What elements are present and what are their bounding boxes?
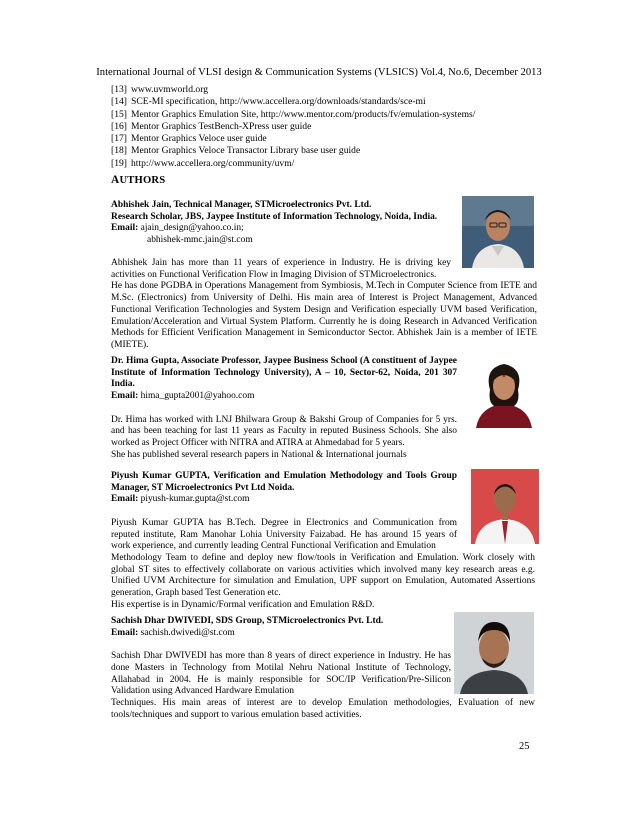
reference-item: [16] Mentor Graphics TestBench-XPress user guide — [111, 120, 312, 132]
running-header: International Journal of VLSI design & Communication Systems (VLSICS) Vol.4, No.6, December 2013 — [96, 67, 542, 78]
author-email: Email: sachish.dwivedi@st.com — [111, 627, 235, 638]
reference-item: [14] SCE-MI specification, http://www.accellera.org/downloads/standards/sce-mi — [111, 96, 426, 108]
page-number: 25 — [519, 741, 530, 752]
author-block-4 — [111, 616, 451, 698]
reference-item: [18] Mentor Graphics Veloce Transactor Library base user guide — [111, 145, 361, 157]
author-photo-abhishek-jain — [462, 196, 534, 268]
reference-item: [19] http://www.accellera.org/community/uvm/ — [111, 157, 295, 169]
author-photo-piyush-gupta — [471, 469, 539, 544]
author-bio: Piyush Kumar GUPTA has B.Tech. Degree in Electronics and Communication from reputed institute, Ram Manohar Lohia University Faizabad. He has around 15 years of work experience, and currently leading Central Functional Verification and Emulation — [111, 517, 457, 552]
author-bio-last: She has published several research papers in National & International journals — [111, 449, 407, 460]
author-email: Email: ajain_design@yahoo.co.in; — [111, 223, 244, 234]
author-bio-3: Methodology Team to define and deploy new flow/tools in Verification and Emulation. Work closely with global ST sites to effectively collaborate on various activities which involved many key research areas e.g. Unified UVM Architecture for simulation and Emulation, UPF support on Emulation, Automated Assertions generation, Graph based Test Generation etc. His expertise is in Dynamic/Formal verification and Emulation R&D. — [111, 552, 535, 610]
reference-list — [111, 84, 541, 170]
author-bio: Sachish Dhar DWIVEDI has more than 8 years of direct experience in Industry. He has done Masters in Technology from Motilal Nehru National Institute of Technology, Allahabad in 2004. He is mainly responsible for SOC/IP Verification/Pre-Silicon Validation using Advanced Hardware Emulation — [111, 651, 451, 697]
author-photo-sachish-dwivedi — [454, 612, 534, 694]
reference-item: [15] Mentor Graphics Emulation Site, http://www.mentor.com/products/fv/emulation-systems/ — [111, 108, 476, 120]
author-bio-4: Techniques. His main areas of interest are to develop Emulation methodologies, Evaluation of new tools/techniques and support to various emulation based activities. — [111, 697, 535, 720]
author-name-line: Dr. Hima Gupta, Associate Professor, Jaypee Business School (A constituent of Jaypee Institute of Information Technology University), A – 10, Sector-62, Noida, 201 307 India. — [111, 356, 457, 390]
author-name-line: Sachish Dhar DWIVEDI, SDS Group, STMicroelectronics Pvt. Ltd. — [111, 616, 384, 626]
reference-item: [13] www.uvmworld.org — [111, 84, 209, 95]
author-photo-hima-gupta — [470, 354, 538, 428]
author-block-3 — [111, 471, 457, 553]
author-bio-1: He has done PGDBA in Operations Management from Symbiosis, M.Tech in Computer Science from IETE and M.Sc. (Electronics) from University of Delhi. His main area of Interest is Project Management, Advanced Functional Verification Technologies and System Design and Verification especially UVM based Verification, Emulation/Acceleration and Virtual System Platform. Currently he is doing Research in Advanced Verification Methods for Efficient Verification Management in Semiconductor Sector. Abhishek Jain is a member of IETE (MIETE). — [111, 281, 537, 350]
author-block-2 — [111, 356, 457, 461]
author-block-1 — [111, 200, 455, 247]
author-bio: Dr. Hima has worked with LNJ Bhilwara Group & Bakshi Group of Companies for 5 yrs. and has been teaching for last 11 years as Faculty in reputed Business Schools. She also worked as Project Officer with NITRA and ATIRA at Ahmedabad for 5 years. — [111, 414, 457, 448]
author-email: Email: hima_gupta2001@yahoo.com — [111, 391, 255, 402]
author-affiliation: Research Scholar, JBS, Jaypee Institute of Information Technology, Noida, India. — [111, 211, 438, 222]
reference-item: [17] Mentor Graphics Veloce user guide — [111, 133, 267, 145]
author-bio-1-top: Abhishek Jain has more than 11 years of experience in Industry. He is driving key activities on Functional Verification Flow in Imaging Division of STMicroelectronics. — [111, 258, 451, 280]
author-name-line: Abhishek Jain, Technical Manager, STMicroelectronics Pvt. Ltd. — [111, 200, 372, 210]
author-email-secondary: abhishek-mmc.jain@st.com — [147, 235, 253, 246]
authors-heading: AUTHORS — [111, 174, 166, 186]
author-email: Email: piyush-kumar.gupta@st.com — [111, 494, 250, 505]
author-name-line: Piyush Kumar GUPTA, Verification and Emulation Methodology and Tools Group Manager, ST Microelectronics Pvt Ltd Noida. — [111, 471, 457, 493]
